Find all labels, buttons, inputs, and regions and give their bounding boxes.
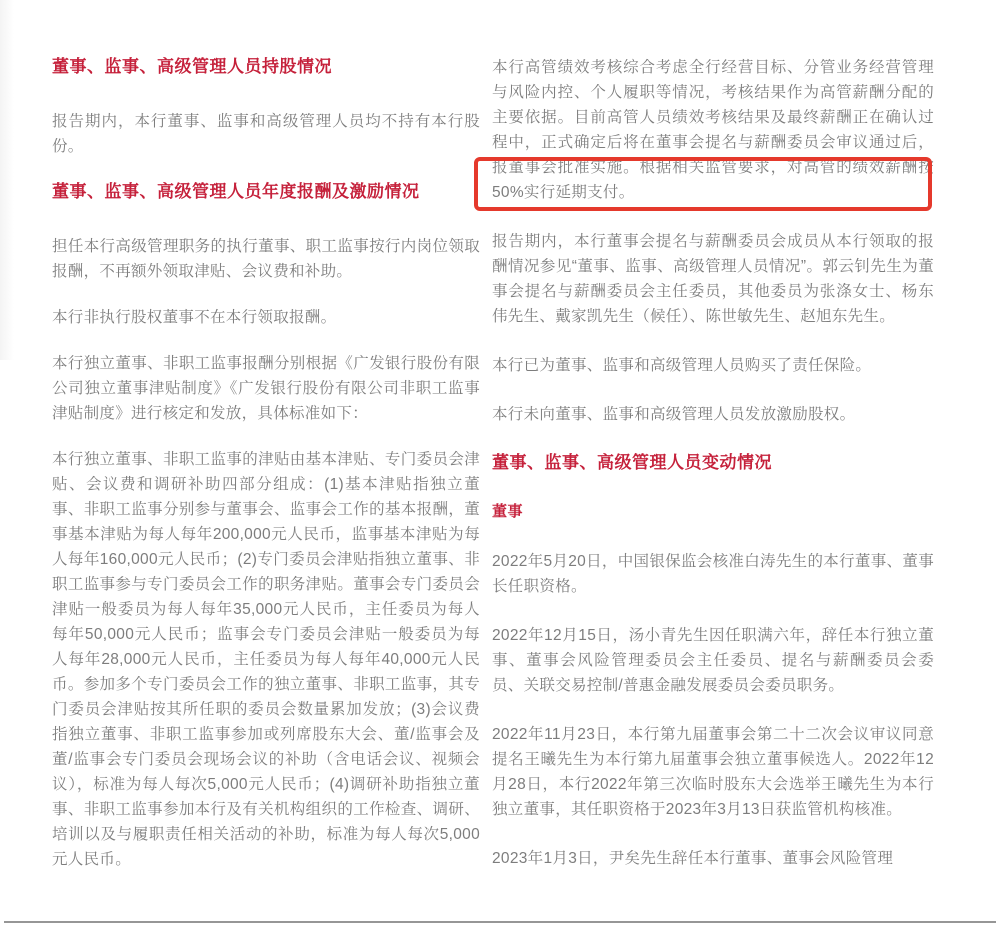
para-shareholding: 报告期内，本行董事、监事和高级管理人员均不持有本行股份。	[52, 113, 480, 155]
para-no-equity-incentive: 本行未向董事、监事和高级管理人员发放激励股权。	[492, 406, 856, 423]
scan-edge-shading	[0, 0, 14, 360]
heading-remuneration: 董事、监事、高级管理人员年度报酬及激励情况	[52, 182, 420, 201]
para-non-exec-directors: 本行非执行股权董事不在本行领取报酬。	[52, 309, 337, 326]
para-change-wang-xi: 2022年11月23日，本行第九届董事会第二十二次会议审议同意提名王曦先生为本行第九届董事会独立董事候选人。2022年12月28日，本行2022年第三次临时股东大会选举王曦先生为本行独立董事，其任职资格于2023年3月13日获监管机构核准。	[492, 726, 934, 818]
para-allowance-detail: 本行独立董事、非职工监事的津贴由基本津贴、专门委员会津贴、会议费和调研补助四部分组成：(1)基本津贴指独立董事、非职工监事分别参与董事会、监事会工作的基本报酬，董事基本津贴为每人每年200,000元人民币，监事基本津贴为每人每年160,000元人民币；(2)专门委员会津贴指独立董事、非职工监事参与专门委员会工作的职务津贴。董事会专门委员会津贴一般委员为每人每年35,000元人民币，主任委员为每人每年50,000元人民币；监事会专门委员会津贴一般委员为每人每年28,000元人民币，主任委员为每人每年40,000元人民币。参加多个专门委员会工作的独立董事、非职工监事，其专门委员会津贴按其所任职的委员会数量累加发放；(3)会议费指独立董事、非职工监事参加或列席股东大会、董/监事会及董/监事会专门委员会现场会议的补助（含电话会议、视频会议），标准为每人每次5,000元人民币；(4)调研补助指独立董事、非职工监事参加本行及有关机构组织的工作检查、调研、培训以及与履职责任相关活动的补助，标准为每人每次5,000元人民币。	[52, 451, 480, 868]
para-change-bai-tao: 2022年5月20日，中国银保监会核准白涛先生的本行董事、董事长任职资格。	[492, 553, 934, 595]
para-change-yin-yi: 2023年1月3日，尹矣先生辞任本行董事、董事会风险管理	[492, 850, 894, 867]
left-column	[52, 55, 480, 893]
subheading-directors: 董事	[492, 503, 524, 520]
right-column	[492, 55, 934, 895]
para-exec-directors: 担任本行高级管理职务的执行董事、职工监事按行内岗位领取报酬，不再额外领取津贴、会议费和补助。	[52, 238, 480, 280]
para-nomination-committee: 报告期内，本行董事会提名与薪酬委员会成员从本行领取的报酬情况参见“董事、监事、高级管理人员情况”。郭云钊先生为董事会提名与薪酬委员会主任委员，其他委员为张涤女士、杨东伟先生、戴家凯先生（候任）、陈世敏先生、赵旭东先生。	[492, 233, 934, 325]
page-bottom-divider	[4, 921, 996, 923]
heading-shareholding: 董事、监事、高级管理人员持股情况	[52, 57, 332, 76]
para-liability-insurance: 本行已为董事、监事和高级管理人员购买了责任保险。	[492, 357, 872, 374]
para-allowance-basis: 本行独立董事、非职工监事报酬分别根据《广发银行股份有限公司独立董事津贴制度》《广发银行股份有限公司非职工监事津贴制度》进行核定和发放，具体标准如下：	[52, 355, 480, 422]
para-change-tang-xiaoqing: 2022年12月15日，汤小青先生因任职满六年，辞任本行独立董事、董事会风险管理委员会主任委员、提名与薪酬委员会委员、关联交易控制/普惠金融发展委员会委员职务。	[492, 627, 934, 694]
para-performance-review: 本行高管绩效考核综合考虑全行经营目标、分管业务经营管理与风险内控、个人履职等情况，考核结果作为高管薪酬分配的主要依据。目前高管人员绩效考核结果及最终薪酬正在确认过程中，正式确定后将在董事会提名与薪酬委员会审议通过后，报董事会批准实施。根据相关监管要求，对高管的绩效薪酬按50%实行延期支付。	[492, 59, 934, 201]
heading-personnel-changes: 董事、监事、高级管理人员变动情况	[492, 453, 772, 472]
